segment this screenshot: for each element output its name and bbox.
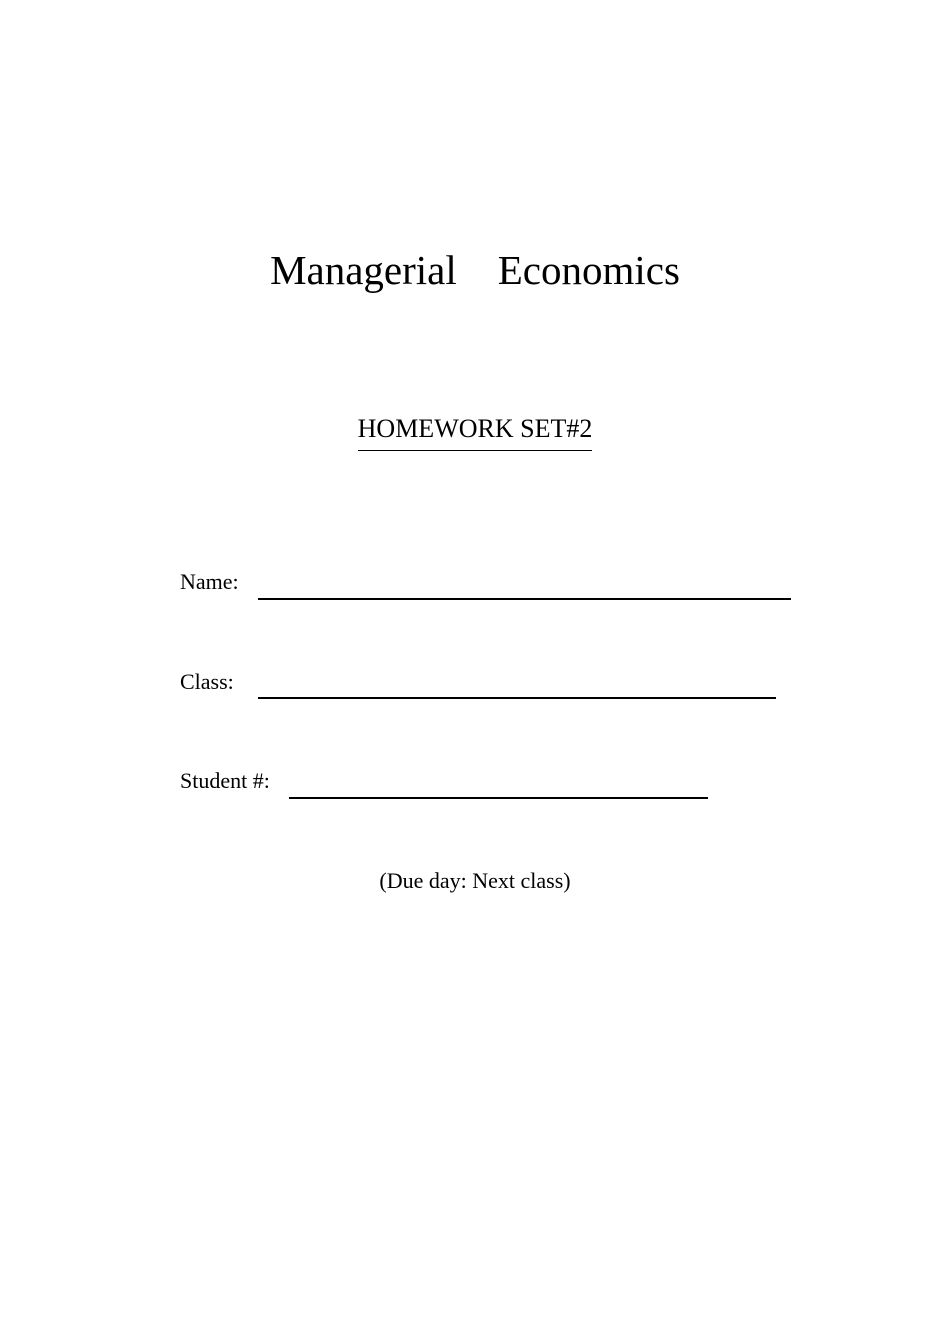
name-field-line[interactable] [258, 598, 791, 600]
class-field-line[interactable] [258, 697, 776, 699]
class-label: Class: [180, 669, 234, 694]
document-title: Managerial Economics [270, 247, 680, 293]
student-number-field-line[interactable] [289, 797, 708, 799]
name-label: Name: [180, 569, 239, 594]
subtitle-container [0, 412, 950, 451]
homework-set-heading: HOMEWORK SET#2 [358, 412, 593, 451]
student-number-label: Student #: [180, 768, 270, 793]
due-date-note: (Due day: Next class) [379, 868, 571, 893]
